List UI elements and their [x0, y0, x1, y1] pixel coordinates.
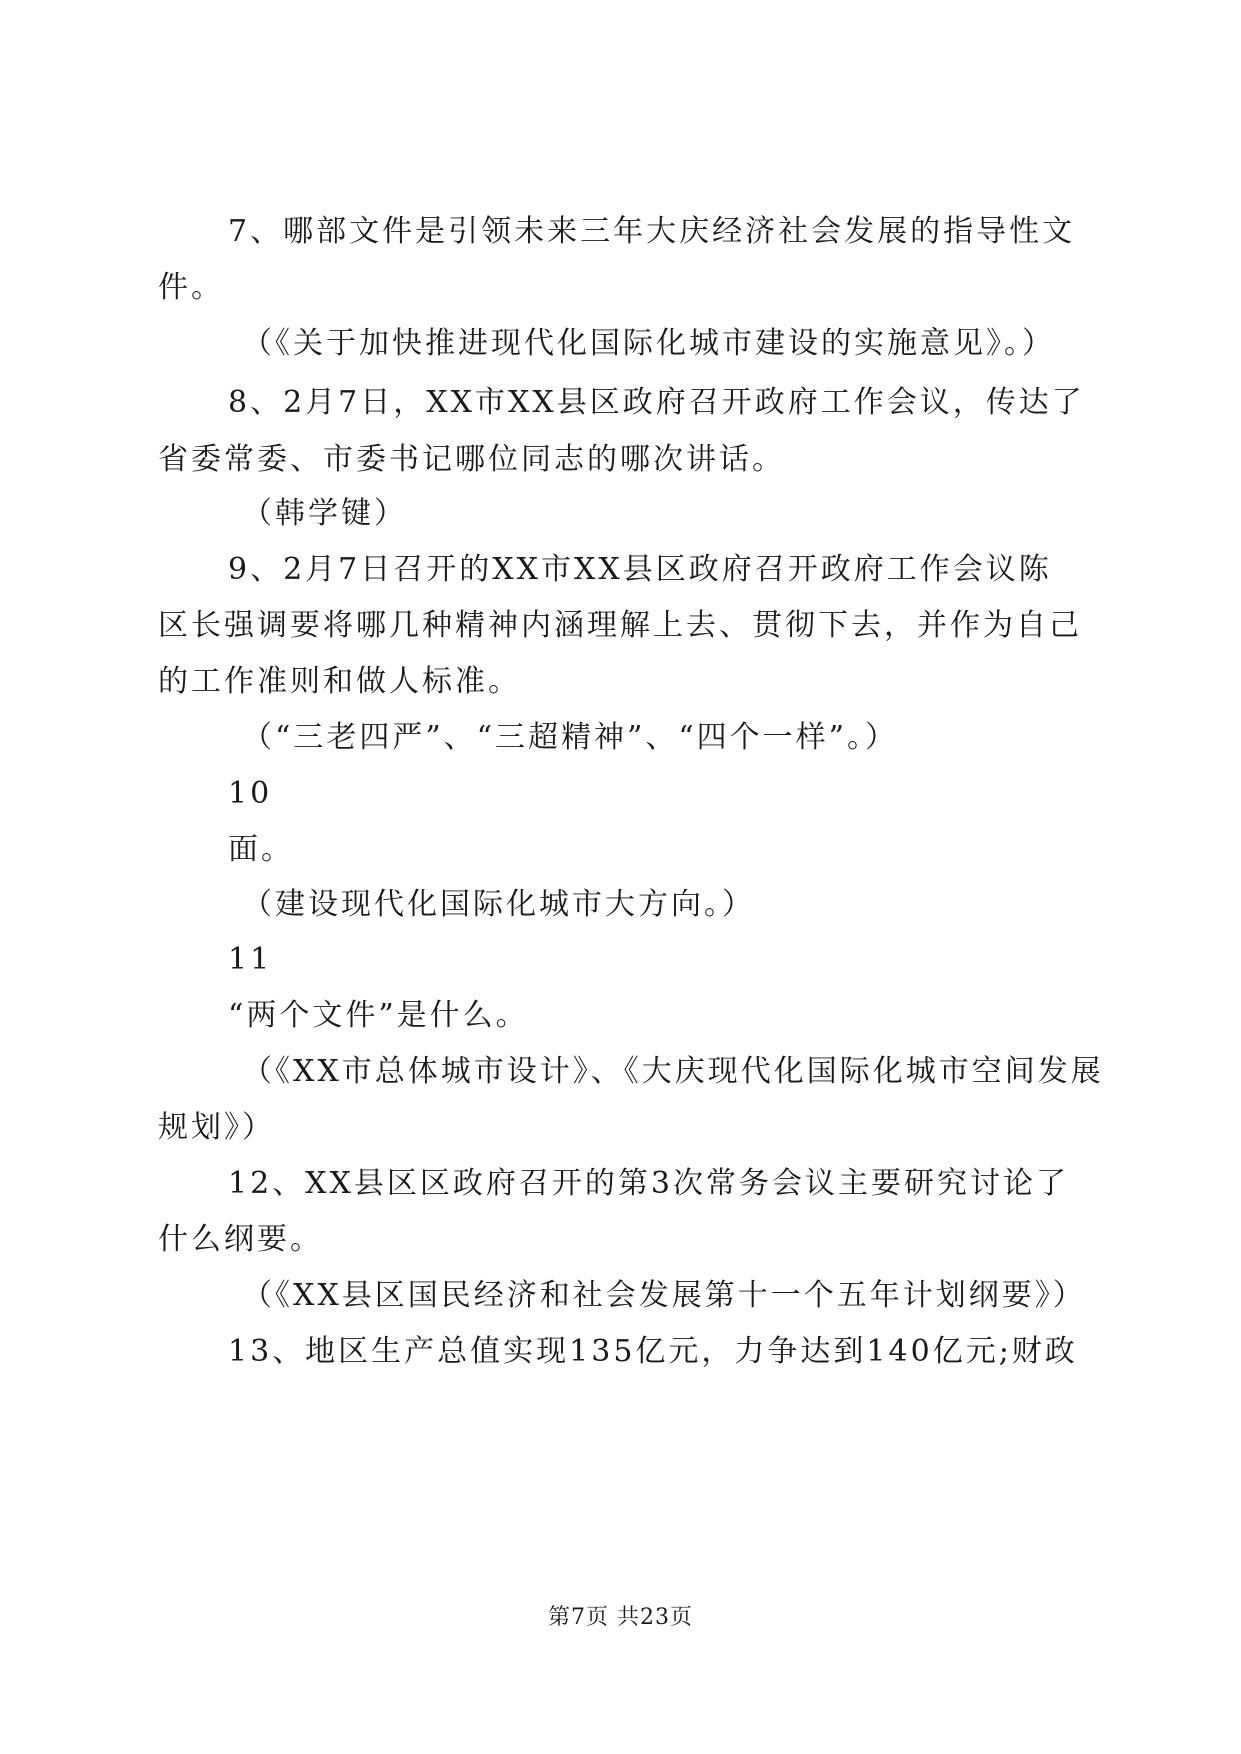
question-8-line-1: 8、2月7日，XX市XX县区政府召开政府工作会议，传达了	[228, 385, 1085, 420]
answer-7: （《关于加快推进现代化国际化城市建设的实施意见》。）	[242, 326, 1055, 361]
question-13-line-1: 13、地区生产总值实现135亿元，力争达到140亿元;财政	[228, 1334, 1078, 1369]
question-7-line-1: 7、哪部文件是引领未来三年大庆经济社会发展的指导性文	[228, 214, 1076, 249]
answer-11-line-2: 规划》）	[158, 1110, 275, 1145]
question-9-line-3: 的工作准则和做人标准。	[158, 664, 521, 699]
question-10-text: 面。	[228, 832, 294, 867]
answer-8: （韩学键）	[242, 496, 407, 531]
answer-10: （建设现代化国际化城市大方向。）	[242, 887, 755, 922]
question-11-number: 11	[228, 942, 273, 977]
answer-12: （《XX县区国民经济和社会发展第十一个五年计划纲要》）	[242, 1278, 1086, 1313]
question-12-line-1: 12、XX县区区政府召开的第3次常务会议主要研究讨论了	[228, 1166, 1069, 1201]
question-11-text: “两个文件”是什么。	[228, 998, 529, 1033]
question-7-line-2: 件。	[158, 270, 224, 305]
question-12-line-2: 什么纲要。	[158, 1222, 323, 1257]
question-8-line-2: 省委常委、市委书记哪位同志的哪次讲话。	[158, 442, 785, 477]
question-10-number: 10	[228, 776, 273, 811]
answer-9: （“三老四严”、“三超精神”、“四个一样”。）	[242, 720, 899, 755]
question-9-line-2: 区长强调要将哪几种精神内涵理解上去、贯彻下去，并作为自己	[158, 608, 1082, 643]
question-9-line-1: 9、2月7日召开的XX市XX县区政府召开政府工作会议陈	[228, 552, 1052, 587]
page-number-footer: 第7页 共23页	[548, 1605, 693, 1630]
answer-11-line-1: （《XX市总体城市设计》、《大庆现代化国际化城市空间发展	[242, 1054, 1104, 1089]
